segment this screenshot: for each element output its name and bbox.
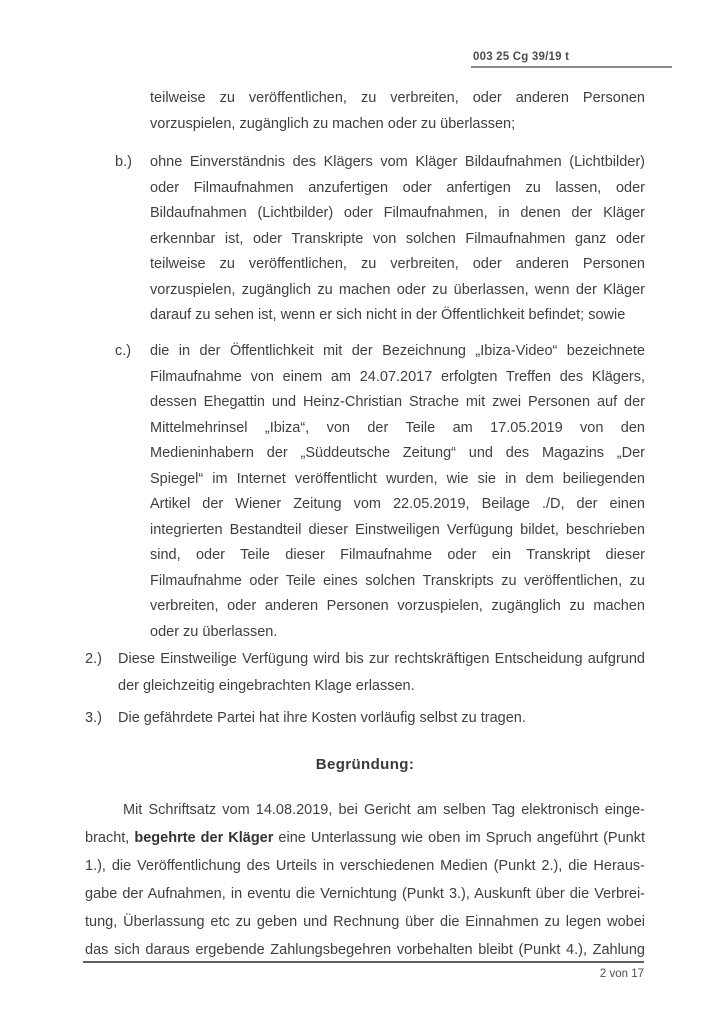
- text-line: Spiegel“ im Internet veröffentlicht wurden, wie sie in dem beiliegenden: [150, 470, 645, 487]
- text-line: tung, Überlassung etc zu geben und Rechnung über die Einnahmen zu legen wobei: [85, 914, 645, 930]
- text-line: Mittelmehrinsel „Ibiza“, von der Teile am 17.05.2019 von den: [150, 419, 645, 436]
- text-line: bracht, begehrte der Kläger eine Unterlassung wie oben im Spruch angeführt (Punkt: [85, 830, 645, 846]
- text-line: 1.), die Veröffentlichung des Urteils in verschiedenen Medien (Punkt 2.), die Heraus-: [85, 858, 645, 874]
- text-line: oder Filmaufnahmen anzufertigen oder anfertigen zu lassen, oder: [150, 179, 645, 196]
- text-line: verbreiten, oder anderen Personen vorzuspielen, zugänglich zu machen: [150, 598, 645, 614]
- reasoning-heading: Begründung:: [315, 756, 415, 773]
- text-line: vorzuspielen, zugänglich zu machen oder zu überlassen, wenn der Kläger: [150, 281, 645, 298]
- order-item-c-text: [150, 339, 645, 645]
- text-line: Filmaufnahme oder Teile eines solchen Transkripts zu veröffentlichen, zu: [150, 572, 645, 589]
- list-marker-c: c.): [115, 343, 132, 359]
- list-marker-2: 2.): [85, 651, 102, 667]
- text-line: das sich daraus ergebende Zahlungsbegehren vorbehalten bleibt (Punkt 4.), Zahlung: [85, 942, 645, 958]
- list-marker-b: b.): [115, 154, 132, 170]
- text-line: Bildaufnahmen (Lichtbilder) oder Filmaufnahmen, in denen der Kläger: [150, 205, 645, 221]
- text-line: teilweise zu veröffentlichen, zu verbreiten, oder anderen Personen: [150, 256, 645, 272]
- text-line: gabe der Aufnahmen, in eventu die Vernichtung (Punkt 3.), Auskunft über die Verbrei-: [85, 886, 645, 902]
- order-item-a-continuation-text: [150, 86, 645, 137]
- text-line: die in der Öffentlichkeit mit der Bezeichnung „Ibiza-Video“ bezeichnete: [150, 343, 645, 359]
- text-line: der gleichzeitig eingebrachten Klage erlassen.: [118, 678, 415, 694]
- footer-rule: [83, 961, 644, 963]
- order-item-c: [115, 339, 645, 645]
- order-item-b: [115, 150, 645, 329]
- order-item-3: [85, 705, 645, 732]
- text-line: dessen Ehegattin und Heinz-Christian Strache mit zwei Personen auf der: [150, 394, 645, 410]
- text-line: Die gefährdete Partei hat ihre Kosten vorläufig selbst zu tragen.: [118, 710, 526, 726]
- text-line: sind, oder Teile dieser Filmaufnahme oder ein Transkript dieser: [150, 547, 645, 563]
- text-line: integrierten Bestandteil dieser Einstweiligen Verfügung bildet, beschrieben: [150, 521, 645, 538]
- reasoning-paragraph: [85, 796, 645, 964]
- list-marker-3: 3.): [85, 710, 102, 726]
- order-item-2: [85, 646, 645, 700]
- text-line: Mit Schriftsatz vom 14.08.2019, bei Gericht am selben Tag elektronisch einge-: [123, 802, 645, 818]
- order-item-b-text: [150, 150, 645, 329]
- text-line: Diese Einstweilige Verfügung wird bis zur rechtskräftigen Entscheidung aufgrund: [118, 651, 645, 667]
- order-item-3-text: [118, 705, 645, 732]
- text-line: Medieninhabern der „Süddeutsche Zeitung“ und des Magazins „Der: [150, 445, 645, 461]
- text-line: darauf zu sehen ist, wenn er sich nicht in der Öffentlichkeit befindet; sowie: [150, 307, 626, 323]
- case-number: 003 25 Cg 39/19 t: [473, 51, 570, 63]
- text-line: Artikel der Wiener Zeitung vom 22.05.2019, Beilage ./D, der einen: [150, 496, 645, 512]
- order-item-a-continuation: [150, 86, 645, 137]
- order-item-2-text: [118, 646, 645, 700]
- reasoning-paragraph-text: [85, 796, 645, 964]
- header-rule: [471, 66, 672, 68]
- text-line: teilweise zu veröffentlichen, zu verbreiten, oder anderen Personen: [150, 90, 645, 106]
- text-line: ohne Einverständnis des Klägers vom Kläger Bildaufnahmen (Lichtbilder): [150, 154, 645, 170]
- text-line: Filmaufnahme von einem am 24.07.2017 erfolgten Treffen des Klägers,: [150, 368, 645, 385]
- page-indicator: 2 von 17: [599, 968, 644, 980]
- text-line: erkennbar ist, oder Transkripte von solchen Filmaufnahmen ganz oder: [150, 230, 645, 247]
- text-line: vorzuspielen, zugänglich zu machen oder zu überlassen;: [150, 115, 516, 132]
- text-line: oder zu überlassen.: [150, 623, 278, 640]
